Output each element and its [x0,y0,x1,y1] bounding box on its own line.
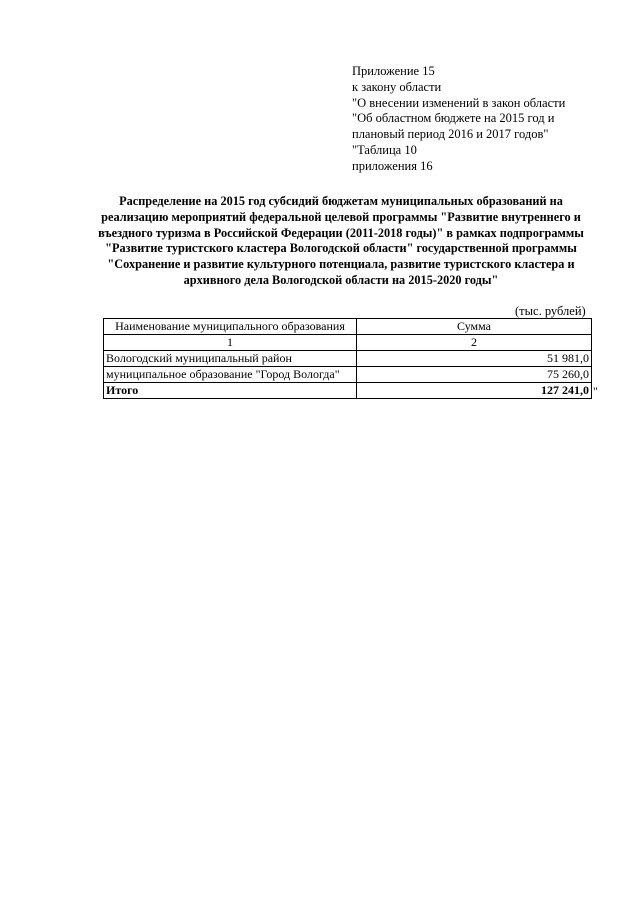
title-line: реализацию мероприятий федеральной целевой программы "Развитие внутреннего и [101,209,581,224]
appendix-line: плановый период 2016 и 2017 годов" [352,127,549,142]
total-amount: 127 241,0 [357,383,592,399]
closing-quote: " [593,384,598,398]
column-number: 1 [104,335,357,351]
table-header-row [104,319,592,335]
subsidy-table [103,318,592,399]
municipality-name: муниципальное образование "Город Вологда" [104,367,357,383]
title-line: въездного туризма в Российской Федерации (2011-2018 годы)" в рамках подпрограммы [98,225,584,240]
appendix-line: приложения 16 [352,158,433,173]
appendix-reference [352,64,565,175]
header-sum: Сумма [357,319,592,335]
table-row [104,351,592,367]
title-line: архивного дела Вологодской области на 2015-2020 годы" [183,272,499,287]
document-title [80,194,602,289]
total-label: Итого [104,383,357,399]
title-line: Распределение на 2015 год субсидий бюджетам муниципальных образований на [119,194,563,208]
appendix-line: к закону области [352,79,442,94]
units-label: (тыс. рублей) [515,304,586,318]
table-total-row [104,383,592,399]
appendix-line: "Таблица 10 [352,142,417,157]
header-name: Наименование муниципального образования [104,319,357,335]
title-line: "Сохранение и развитие культурного потенциала, развитие туристского кластера и [107,257,575,272]
title-line: "Развитие туристского кластера Вологодской области" государственной программы [105,241,577,256]
municipality-name: Вологодский муниципальный район [104,351,357,367]
table-row [104,367,592,383]
appendix-line: Приложение 15 [352,64,435,78]
appendix-line: "О внесении изменений в закон области [352,95,566,110]
table-number-row [104,335,592,351]
appendix-line: "Об областном бюджете на 2015 год и [352,111,555,126]
subsidy-amount: 51 981,0 [357,351,592,367]
subsidy-amount: 75 260,0 [357,367,592,383]
column-number: 2 [357,335,592,351]
